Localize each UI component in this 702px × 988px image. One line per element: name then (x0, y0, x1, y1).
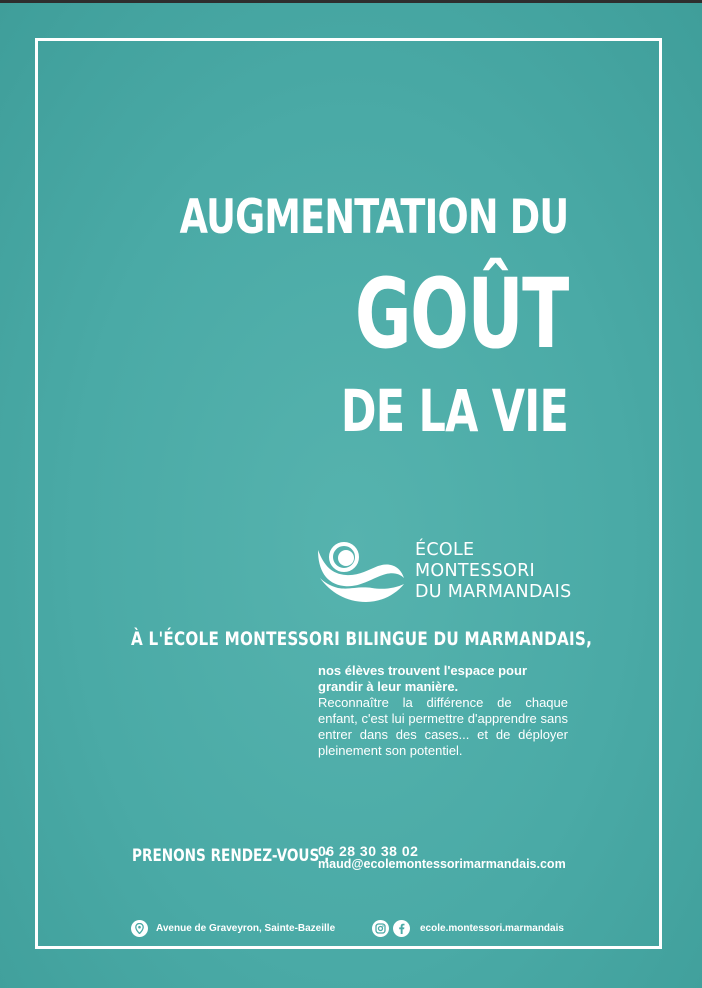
facebook-icon[interactable] (393, 920, 410, 937)
footer-address (131, 920, 335, 937)
intro-heading: À L'ÉCOLE MONTESSORI BILINGUE DU MARMANDAIS, (131, 628, 593, 650)
headline-line-1: AUGMENTATION DU (179, 190, 568, 245)
appointment-label: PRENONS RENDEZ-VOUS : (132, 846, 330, 866)
headline-line-3: DE LA VIE (340, 377, 568, 445)
location-pin-icon (131, 920, 148, 937)
top-edge (0, 0, 702, 3)
address-text: Avenue de Graveyron, Sainte-Bazeille (156, 923, 336, 934)
phone-number[interactable]: 06 28 30 38 02 (318, 843, 419, 859)
logo-line-3: DU MARMANDAIS (415, 582, 572, 602)
body-lead: nos élèves trouvent l'espace pour grandir à leur manière. (318, 663, 527, 694)
instagram-icon[interactable] (372, 920, 389, 937)
headline-line-2: GOÛT (354, 258, 568, 370)
logo-line-2: MONTESSORI (415, 561, 536, 581)
logo-wordmark (415, 540, 572, 603)
social-handle[interactable]: ecole.montessori.marmandais (420, 923, 564, 934)
body-text (318, 663, 568, 759)
email-address[interactable]: maud@ecolemontessorimarmandais.com (318, 857, 566, 871)
logo-line-1: ÉCOLE (415, 540, 475, 560)
body-description: Reconnaître la différence de chaque enfant, c'est lui permettre d'apprendre sans entrer dans des cases... et de déployer pleinement son potentiel. (318, 695, 568, 758)
montessori-logo-icon (316, 540, 406, 610)
footer-social (372, 920, 564, 937)
poster-frame (35, 38, 662, 949)
